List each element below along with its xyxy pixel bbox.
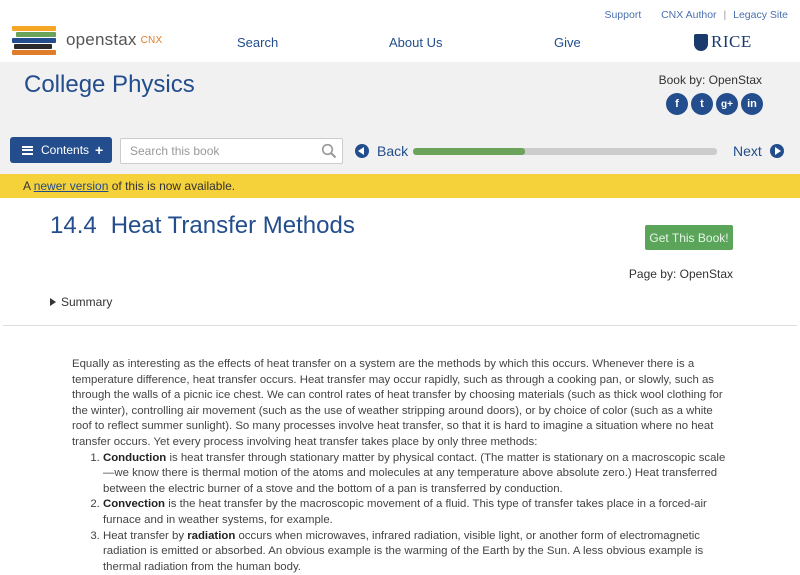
term-radiation: radiation	[187, 529, 236, 542]
rice-logo-text: RICE	[711, 32, 752, 51]
plus-icon: +	[95, 142, 104, 158]
legacy-site-link[interactable]: Legacy Site	[733, 9, 788, 21]
banner-prefix: A	[23, 179, 31, 193]
logo-text: openstax CNX	[66, 30, 163, 49]
google-plus-icon[interactable]: g+	[716, 93, 738, 115]
util-divider: |	[723, 9, 727, 21]
back-button[interactable]	[355, 143, 408, 159]
next-button[interactable]	[733, 143, 784, 159]
term-conduction: Conduction	[103, 451, 167, 464]
expand-triangle-icon	[50, 298, 56, 306]
cnx-author-link[interactable]: CNX Author	[661, 9, 717, 21]
openstax-logo-icon	[12, 26, 60, 54]
facebook-icon[interactable]: f	[666, 93, 688, 115]
list-item: 3. Heat transfer by radiation occurs when microwaves, infrared radiation, visible light, or another form of electromagnetic radiation is emitted or absorbed. An obvious example is the warming of the Earth by the Sun. A less obvious example is thermal radiation from the human body.	[103, 529, 732, 575]
social-share	[666, 93, 763, 115]
section-title: Heat Transfer Methods	[110, 212, 355, 239]
get-this-book-button[interactable]: Get This Book!	[645, 225, 733, 250]
next-label: Next	[733, 143, 762, 159]
book-author: Book by: OpenStax	[658, 73, 762, 87]
page-content	[72, 357, 732, 575]
contents-button[interactable]	[10, 137, 112, 163]
top-navbar	[0, 0, 800, 62]
summary-toggle[interactable]	[50, 295, 112, 309]
support-link[interactable]: Support	[604, 9, 642, 21]
list-item: 1. Conduction is heat transfer through stationary matter by physical contact. (The matter is stationary on a macroscopic scale—we know there is thermal motion of the atoms and molecules at any temperature above absolute zero.) Heat transferred between the electric burner of a stove and the bottom of a pan is transferred by conduction.	[103, 451, 732, 498]
nav-about-us[interactable]: About Us	[389, 35, 443, 50]
next-arrow-icon	[770, 144, 784, 158]
term-convection: Convection	[103, 498, 166, 511]
nav-search[interactable]: Search	[237, 35, 279, 50]
rice-shield-icon	[694, 34, 708, 51]
banner-suffix: of this is now available.	[111, 179, 236, 193]
list-item: 2. Convection is the heat transfer by the macroscopic movement of a fluid. This type of transfer takes place in a forced-air furnace and in weather systems, for example.	[103, 497, 732, 528]
book-title[interactable]: College Physics	[24, 71, 195, 98]
divider	[3, 325, 797, 326]
book-progress-fill	[413, 148, 525, 155]
twitter-icon[interactable]: t	[691, 93, 713, 115]
newer-version-link[interactable]: newer version	[33, 179, 109, 193]
search-box	[120, 138, 343, 164]
linkedin-icon[interactable]: in	[741, 93, 763, 115]
list-icon	[22, 146, 33, 155]
newer-version-banner	[0, 174, 800, 198]
search-icon[interactable]	[321, 143, 337, 159]
page-title	[50, 212, 355, 240]
rice-logo[interactable]	[694, 32, 752, 52]
openstax-logo[interactable]	[12, 24, 172, 56]
book-progress-bar	[413, 148, 717, 155]
book-header	[0, 62, 800, 174]
back-arrow-icon	[355, 144, 369, 158]
intro-paragraph: Equally as interesting as the effects of heat transfer on a system are the methods by which this occurs. Whenever there is a temperature difference, heat transfer occurs. Heat transfer may occur rapidly, such as through a cooking pan, or slowly, such as through the walls of a picnic ice chest. We can control rates of heat transfer by choosing materials (such as thick wool clothing for the winter), controlling air movement (such as the use of weather stripping around doors), or by choice of color (such as a white roof to reflect summer sunlight). So many processes involve heat transfer, so that it is hard to imagine a situation where no heat transfer occurs. Yet every process involving heat transfer takes place by only three methods:	[72, 358, 723, 448]
methods-list	[72, 451, 732, 575]
contents-label: Contents	[41, 143, 90, 157]
summary-label: Summary	[61, 295, 113, 309]
page-author: Page by: OpenStax	[628, 267, 733, 281]
section-number: 14.4	[50, 212, 97, 239]
utility-links	[604, 9, 788, 21]
nav-give[interactable]: Give	[554, 35, 581, 50]
search-input[interactable]	[121, 139, 311, 163]
back-label: Back	[377, 143, 409, 159]
